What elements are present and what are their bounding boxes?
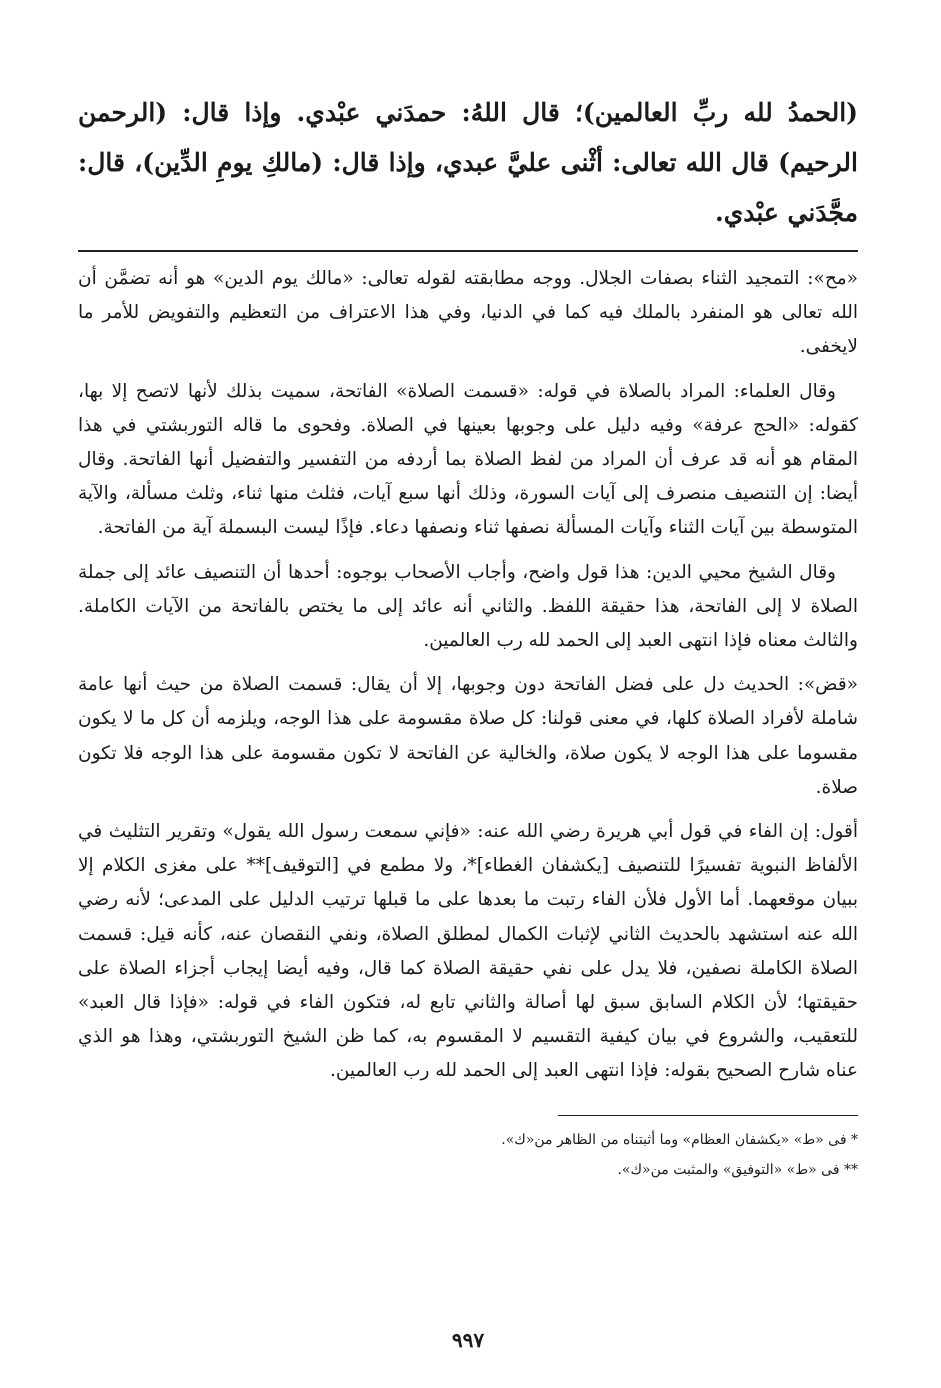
page-number: ٩٩٧ bbox=[451, 1328, 485, 1352]
commentary-paragraph: «مح»: التمجيد الثناء بصفات الجلال. ووجه مطابقته لقوله تعالى: «مالك يوم الدين» هو أنه تضمَّن أن الله تعالى هو المنفرد بالملك فيه كما في الدنيا، وفي هذا الاعتراف من التعظيم والتفويض للأمر ما لايخفى. bbox=[78, 268, 858, 358]
hadith-text: (الحمدُ لله ربِّ العالمين)؛ قال اللهُ: حمدَني عبْدي. وإذا قال: (الرحمن الرحيم) قال الله تعالى: أثْنى عليَّ عبدي، وإذا قال: (مالكِ يومِ الدِّين)، قال: مجَّدَني عبْدي. bbox=[78, 98, 858, 227]
footnotes bbox=[78, 1128, 858, 1182]
commentary-paragraph: وقال الشيخ محيي الدين: هذا قول واضح، وأجاب الأصحاب بوجوه: أحدها أن التنصيف عائد إلى جملة الصلاة لا إلى الفاتحة، هذا حقيقة اللفظ. والثاني أنه عائد إلى ما يختص بالفاتحة من الآيات الكاملة. والثالث معناه فإذا انتهى العبد إلى الحمد لله رب العالمين. bbox=[78, 561, 858, 652]
commentary-paragraph: وقال العلماء: المراد بالصلاة في قوله: «قسمت الصلاة» الفاتحة، سميت بذلك لأنها لاتصح إلا بها، كقوله: «الحج عرفة» وفيه دليل على وجوبها بعينها في الصلاة. وفحوى ما قاله التوربشتي في هذا المقام هو أنه قد عرف أن المراد من لفظ الصلاة بما أردفه من التفسير والتفضيل أنها الفاتحة. وقال أيضا: إن التنصيف منصرف إلى آيات السورة، وذلك أنها سبع آيات، فثلث منها ثناء، وثلث مسألة، والآية المتوسطة بين آيات الثناء وآيات المسألة نصفها ثناء ونصفها دعاء. فإذًا ليست البسملة آية من الفاتحة. bbox=[78, 380, 858, 539]
commentary-paragraph: «قض»: الحديث دل على فضل الفاتحة دون وجوبها، إلا أن يقال: قسمت الصلاة من حيث أنها عامة شاملة لأفراد الصلاة كلها، في معنى قولنا: كل صلاة مقسومة على هذا الوجه، ويلزمه أن كل ما لا يكون مقسوما على هذا الوجه لا يكون صلاة، والخالية عن الفاتحة لا تكون مقسومة على هذا الوجه فلا تكون صلاة. bbox=[78, 674, 858, 798]
commentary-paragraph: أقول: إن الفاء في قول أبي هريرة رضي الله عنه: «فإني سمعت رسول الله يقول» وتقرير التثليث في الألفاظ النبوية تفسيرًا للتنصيف [يكشفان الغطاء]*، ولا مطمع في [التوقيف]** على مغزى الكلام إلا ببيان موقعهما. أما الأول فلأن الفاء رتبت ما بعدها على ما قبلها ترتيب الدليل على المدعى؛ لأنه رضي الله عنه استشهد بالحديث الثاني لإثبات الكمال لمطلق الصلاة، ونفي النقصان عنه، كأنه قيل: قسمت الصلاة الكاملة نصفين، فلا يدل على نفي حقيقة الصلاة كما قال، وفيه أيضا إيجاب أجزاء الصلاة على حقيقتها؛ لأن الكلام السابق سبق لها أصالة والثاني تابع له، فتكون الفاء في قوله: «فإذا قال العبد» للتعقيب، والشروع في بيان كيفية التقسيم لا المقسوم به، كما ظن الشيخ التوربشتي، وهذا هو الذي عناه شارح الصحيح بقوله: فإذا انتهى العبد إلى الحمد لله رب العالمين. bbox=[78, 821, 858, 1082]
footnote: ** فى «ط» «التوفيق» والمثبت من«ك». bbox=[617, 1161, 858, 1178]
footnote-divider bbox=[558, 1115, 858, 1116]
footnote: * فى «ط» «يكشفان العظام» وما أثبتناه من الظاهر من«ك». bbox=[501, 1131, 858, 1148]
page bbox=[78, 88, 858, 1378]
commentary bbox=[78, 262, 858, 1089]
header-divider bbox=[78, 250, 858, 252]
